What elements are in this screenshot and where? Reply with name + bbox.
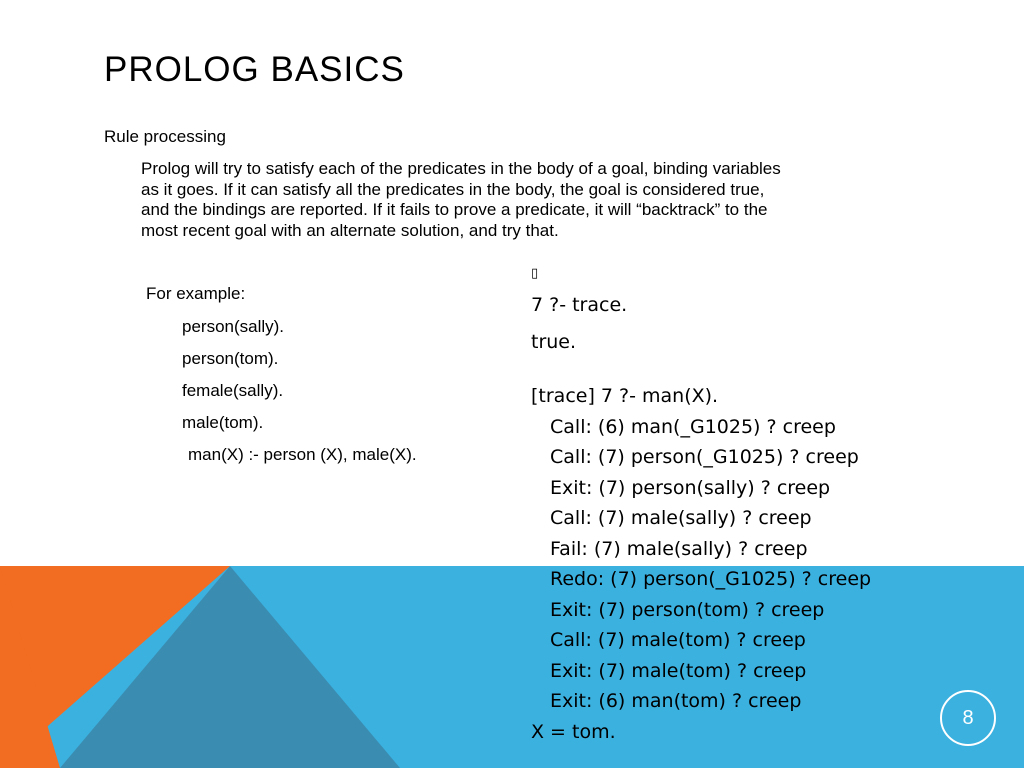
- trace-output: [531, 258, 871, 747]
- trace-line: true.: [531, 330, 577, 353]
- slide-title: PROLOG BASICS: [104, 50, 405, 89]
- paragraph-line: and the bindings are reported. If it fails to prove a predicate, it will “backtrack” to the: [141, 200, 768, 219]
- body-paragraph: [141, 159, 931, 241]
- fact-line: person(sally).: [182, 317, 285, 336]
- bullet-icon: ▯: [531, 266, 539, 281]
- page-number: 8: [962, 706, 974, 729]
- trace-line: Exit: (7) person(sally) ? creep: [550, 476, 831, 499]
- trace-line: Call: (7) male(sally) ? creep: [550, 507, 812, 529]
- sub-heading: Rule processing: [104, 127, 226, 146]
- paragraph-line: most recent goal with an alternate solution, and try that.: [141, 220, 559, 240]
- trace-line: Redo: (7) person(_G1025) ? creep: [550, 568, 872, 590]
- facts-list: [182, 316, 417, 476]
- trace-line: X = tom.: [531, 720, 616, 743]
- trace-line: Exit: (7) person(tom) ? creep: [550, 598, 825, 621]
- fact-line: male(tom).: [182, 413, 264, 432]
- trace-line: 7 ?- trace.: [531, 294, 628, 316]
- paragraph-line: Prolog will try to satisfy each of the predicates in the body of a goal, binding variables: [141, 159, 781, 178]
- trace-line: Call: (7) male(tom) ? creep: [550, 629, 806, 651]
- trace-line: Call: (7) person(_G1025) ? creep: [550, 446, 859, 468]
- paragraph-line: as it goes. If it can satisfy all the predicates in the body, the goal is considered true,: [141, 179, 765, 199]
- trace-line: [trace] 7 ?- man(X).: [531, 385, 719, 407]
- rule-line: man(X) :- person (X), male(X).: [188, 445, 417, 464]
- trace-line: Exit: (6) man(tom) ? creep: [550, 690, 802, 712]
- fact-line: person(tom).: [182, 349, 279, 368]
- page-number-badge: [940, 690, 996, 746]
- trace-line: Fail: (7) male(sally) ? creep: [550, 537, 808, 560]
- trace-line: Call: (6) man(_G1025) ? creep: [550, 415, 836, 438]
- fact-line: female(sally).: [182, 381, 284, 400]
- trace-line: Exit: (7) male(tom) ? creep: [550, 659, 807, 682]
- example-label: For example:: [146, 284, 246, 303]
